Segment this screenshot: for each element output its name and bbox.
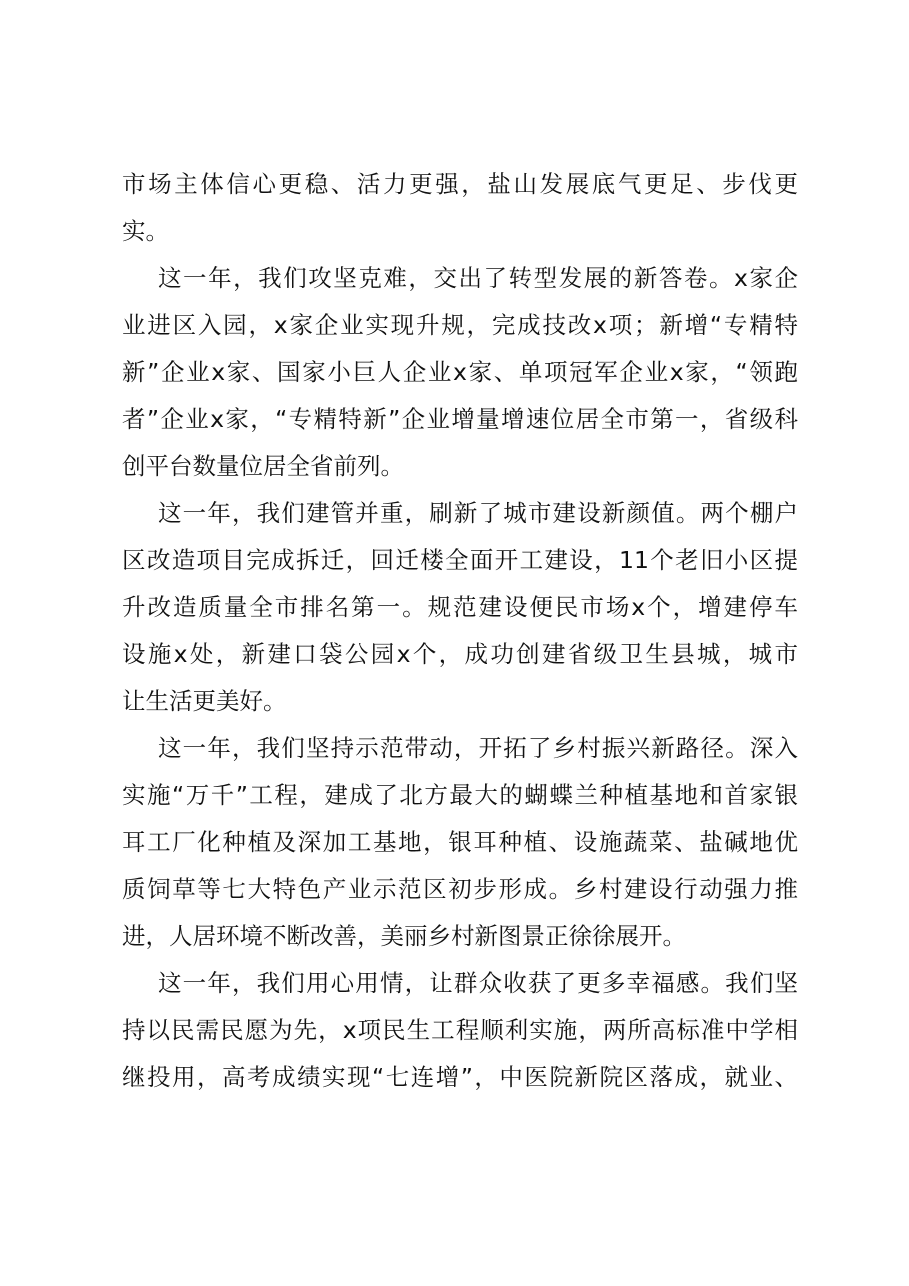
- text-line: 持以民需民愿为先，x项民生工程顺利实施，两所高标准中学相: [122, 1016, 798, 1044]
- text-line: 设施x处，新建口袋公园x个，成功创建省级卫生县城，城市: [122, 640, 798, 668]
- document-body: [122, 161, 798, 1101]
- text-line: 这一年，我们用心用情，让群众收获了更多幸福感。我们坚: [158, 969, 798, 997]
- text-line: 业进区入园，x家企业实现升规，完成技改x项；新增“专精特: [122, 311, 798, 339]
- text-line: 耳工厂化种植及深加工基地，银耳种植、设施蔬菜、盐碱地优: [122, 828, 798, 856]
- text-line: 新”企业x家、国家小巨人企业x家、单项冠军企业x家，“领跑: [122, 358, 798, 386]
- paragraph-5: [122, 960, 798, 1101]
- paragraph-3: [122, 490, 798, 725]
- text-line: 实。: [122, 217, 169, 245]
- text-line: 继投用，高考成绩实现“七连增”，中医院新院区落成，就业、: [122, 1063, 798, 1091]
- paragraph-4: [122, 725, 798, 960]
- text-line: 这一年，我们建管并重，刷新了城市建设新颜值。两个棚户: [158, 499, 798, 527]
- text-line: 区改造项目完成拆迁，回迁楼全面开工建设，11个老旧小区提: [122, 546, 798, 574]
- text-line: 升改造质量全市排名第一。规范建设便民市场x个，增建停车: [122, 593, 798, 621]
- text-line: 这一年，我们攻坚克难，交出了转型发展的新答卷。x家企: [158, 264, 798, 292]
- paragraph-1: [122, 161, 798, 255]
- text-line: 进，人居环境不断改善，美丽乡村新图景正徐徐展开。: [122, 922, 686, 950]
- text-line: 实施“万千”工程，建成了北方最大的蝴蝶兰种植基地和首家银: [122, 781, 798, 809]
- text-line: 让生活更美好。: [122, 687, 287, 715]
- text-line: 者”企业x家，“专精特新”企业增量增速位居全市第一，省级科: [122, 405, 798, 433]
- text-line: 市场主体信心更稳、活力更强，盐山发展底气更足、步伐更: [122, 170, 798, 198]
- text-line: 质饲草等七大特色产业示范区初步形成。乡村建设行动强力推: [122, 875, 798, 903]
- text-line: 这一年，我们坚持示范带动，开拓了乡村振兴新路径。深入: [158, 734, 798, 762]
- text-line: 创平台数量位居全省前列。: [122, 452, 404, 480]
- paragraph-2: [122, 255, 798, 490]
